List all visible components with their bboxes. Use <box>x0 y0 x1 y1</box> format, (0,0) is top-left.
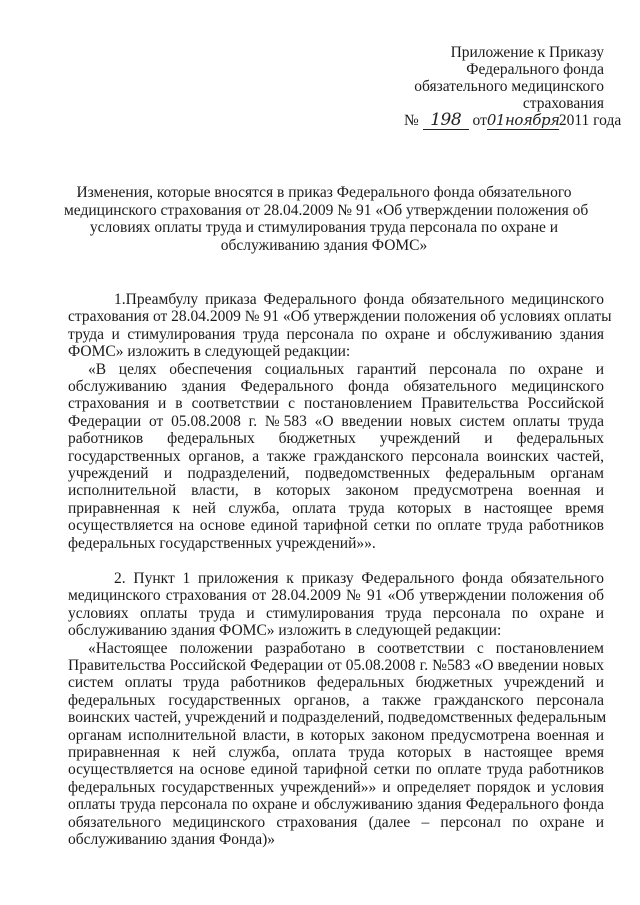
handwritten-order-number: 198 <box>423 112 469 130</box>
quote-line: страхования и в соответствии с постановлением Правительства Российской <box>68 395 604 413</box>
quote-line: приравненная к ней служба, оплата труда которых в настоящее время <box>68 744 604 762</box>
paragraph-line: труда и стимулирования труда персонала по охране и обслуживанию здания <box>68 325 604 343</box>
section-1-preamble <box>68 291 612 552</box>
paragraph-line: обслуживанию здания ФОМС» изложить в следующей редакции: <box>68 622 502 640</box>
quote-line: учреждений и подразделений, подведомственных федеральным органам <box>68 465 604 483</box>
appendix-header <box>404 44 622 130</box>
date-prefix: от <box>472 112 487 129</box>
paragraph-line: ФОМС» изложить в следующей редакции: <box>68 343 351 361</box>
quote-line: работников федеральных бюджетных учреждений и федеральных <box>68 430 604 448</box>
quote-line: государственных органов, а также гражданского персонала воинских частей, <box>68 447 604 465</box>
quote-line: исполнительной власти, в которых законом предусмотрена военная и <box>68 482 604 500</box>
quote-line: федеральных государственных органов, а также гражданского персонала <box>68 691 604 709</box>
quote-line: Правительства Российской Федерации от 05.08.2008 г. №583 «О введении новых <box>68 657 604 675</box>
quote-line: оплаты труда персонала по охране и обслуживанию здания Федерального фонда <box>68 796 604 814</box>
header-line: обязательного медицинского <box>414 78 604 95</box>
title-line: условиях оплаты труда и стимулирования труда персонала по охране и <box>89 219 559 236</box>
quote-line: приравненная к ней служба, оплата труда которых в настоящее время <box>68 499 604 517</box>
header-line: Приложение к Приказу <box>450 44 604 61</box>
quote-line: органам исполнительной власти, в которых законом предусмотрена военная и <box>68 726 604 744</box>
quote-line: систем оплаты труда работников федеральных бюджетных учреждений и <box>68 674 604 692</box>
paragraph-line: страхования от 28.04.2009 № 91 «Об утверждении положения об условиях оплаты <box>68 308 612 326</box>
quote-line: воинских частей, учреждений и подразделений, подведомственных федеральным <box>68 709 607 727</box>
handwritten-order-date: 01ноября <box>486 111 560 129</box>
quote-line: обслуживанию здания Федерального фонда обязательного медицинского <box>68 378 604 396</box>
order-year: 2011 года <box>558 112 622 129</box>
header-line: страхования <box>522 95 604 112</box>
paragraph-line: медицинского страхования от 28.04.2009 № 91 «Об утверждении положения об <box>68 587 604 605</box>
quote-line: Федерации от 05.08.2008 г. №583 «О введении новых систем оплаты труда <box>68 412 604 430</box>
quote-line: обязательного медицинского страхования (далее – персонал по охране и <box>68 813 604 831</box>
quote-line: осуществляется на основе единой тарифной сетки по оплате труда работников <box>68 761 604 779</box>
header-line: Федерального фонда <box>466 61 604 78</box>
title-line: Изменения, которые вносятся в приказ Федерального фонда обязательного <box>76 184 572 201</box>
title-line: медицинского страхования от 28.04.2009 № 91 «Об утверждении положения об <box>64 201 589 219</box>
quote-line: федеральных государственных учреждений»» и определяет порядок и условия <box>68 778 604 796</box>
quote-line: осуществляется на основе единой тарифной сетки по оплате труда работников <box>68 517 604 535</box>
section-2-item <box>68 570 607 849</box>
quote-line: федеральных государственных учреждений»». <box>68 534 376 552</box>
order-number-line <box>404 110 622 130</box>
quote-line: обслуживанию здания Фонда)» <box>68 831 276 849</box>
number-sign: № <box>404 112 419 129</box>
quote-line: «Настоящее положении разработано в соответствии с постановлением <box>88 639 604 657</box>
quote-line: «В целях обеспечения социальных гарантий персонала по охране и <box>88 360 604 378</box>
title-line: обслуживанию здания ФОМС» <box>220 236 428 254</box>
paragraph-line: 1.Преамбулу приказа Федерального фонда обязательного медицинского <box>114 291 604 308</box>
paragraph-line: 2. Пункт 1 приложения к приказу Федерального фонда обязательного <box>114 570 604 587</box>
document-title <box>64 184 589 254</box>
paragraph-line: условиях оплаты труда и стимулирования труда персонала по охране и <box>68 604 604 622</box>
